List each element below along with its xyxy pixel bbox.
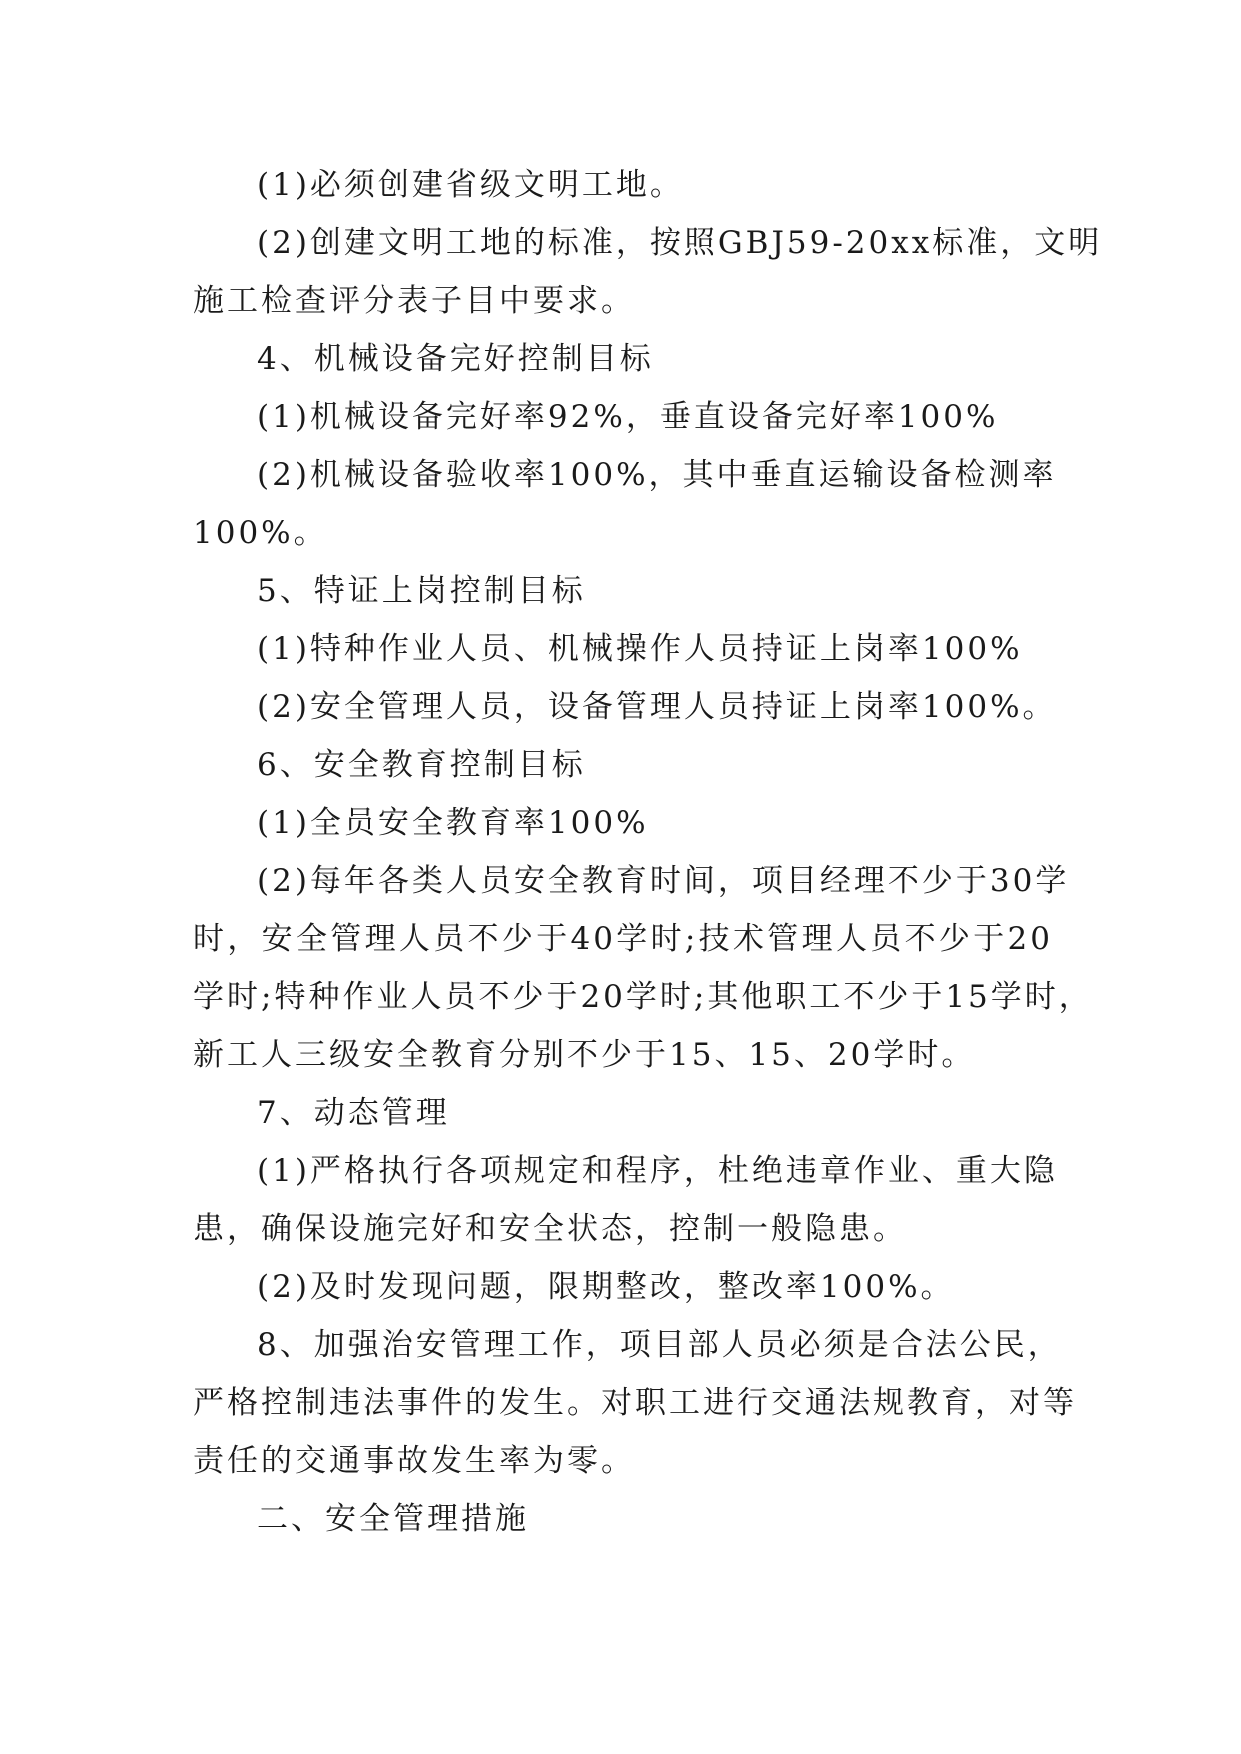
text-line: (1)严格执行各项规定和程序，杜绝违章作业、重大隐 xyxy=(257,1153,1058,1189)
text-line: (2)及时发现问题，限期整改，整改率100%。 xyxy=(257,1269,955,1305)
section-heading: 6、安全教育控制目标 xyxy=(257,747,586,783)
text-line: 责任的交通事故发生率为零。 xyxy=(193,1443,635,1479)
text-line: (2)每年各类人员安全教育时间，项目经理不少于30学 xyxy=(257,863,1070,899)
section-heading: 7、动态管理 xyxy=(257,1095,450,1131)
document-body xyxy=(193,156,1103,1548)
text-line: 时，安全管理人员不少于40学时;技术管理人员不少于20 xyxy=(193,921,1053,957)
text-line: (2)创建文明工地的标准，按照GBJ59-20xx标准，文明 xyxy=(257,225,1103,261)
text-line: (1)特种作业人员、机械操作人员持证上岗率100% xyxy=(257,631,1023,667)
section-heading: 4、机械设备完好控制目标 xyxy=(257,341,654,377)
text-line: 施工检查评分表子目中要求。 xyxy=(193,283,635,319)
text-line: 学时;特种作业人员不少于20学时;其他职工不少于15学时， xyxy=(193,979,1093,1015)
text-line: (1)机械设备完好率92%，垂直设备完好率100% xyxy=(257,399,999,435)
section-heading: 二、安全管理措施 xyxy=(257,1501,529,1537)
text-line: (2)安全管理人员，设备管理人员持证上岗率100%。 xyxy=(257,689,1057,725)
text-line: 100%。 xyxy=(193,515,328,551)
text-line: (2)机械设备验收率100%，其中垂直运输设备检测率 xyxy=(257,457,1057,493)
text-line: 严格控制违法事件的发生。对职工进行交通法规教育，对等 xyxy=(193,1385,1077,1421)
section-heading: 5、特证上岗控制目标 xyxy=(257,573,586,609)
text-line: 新工人三级安全教育分别不少于15、15、20学时。 xyxy=(193,1037,976,1073)
text-line: (1)全员安全教育率100% xyxy=(257,805,649,841)
text-line: 患，确保设施完好和安全状态，控制一般隐患。 xyxy=(193,1211,907,1247)
section-heading: 8、加强治安管理工作，项目部人员必须是合法公民， xyxy=(257,1327,1062,1363)
text-line: (1)必须创建省级文明工地。 xyxy=(257,167,684,203)
